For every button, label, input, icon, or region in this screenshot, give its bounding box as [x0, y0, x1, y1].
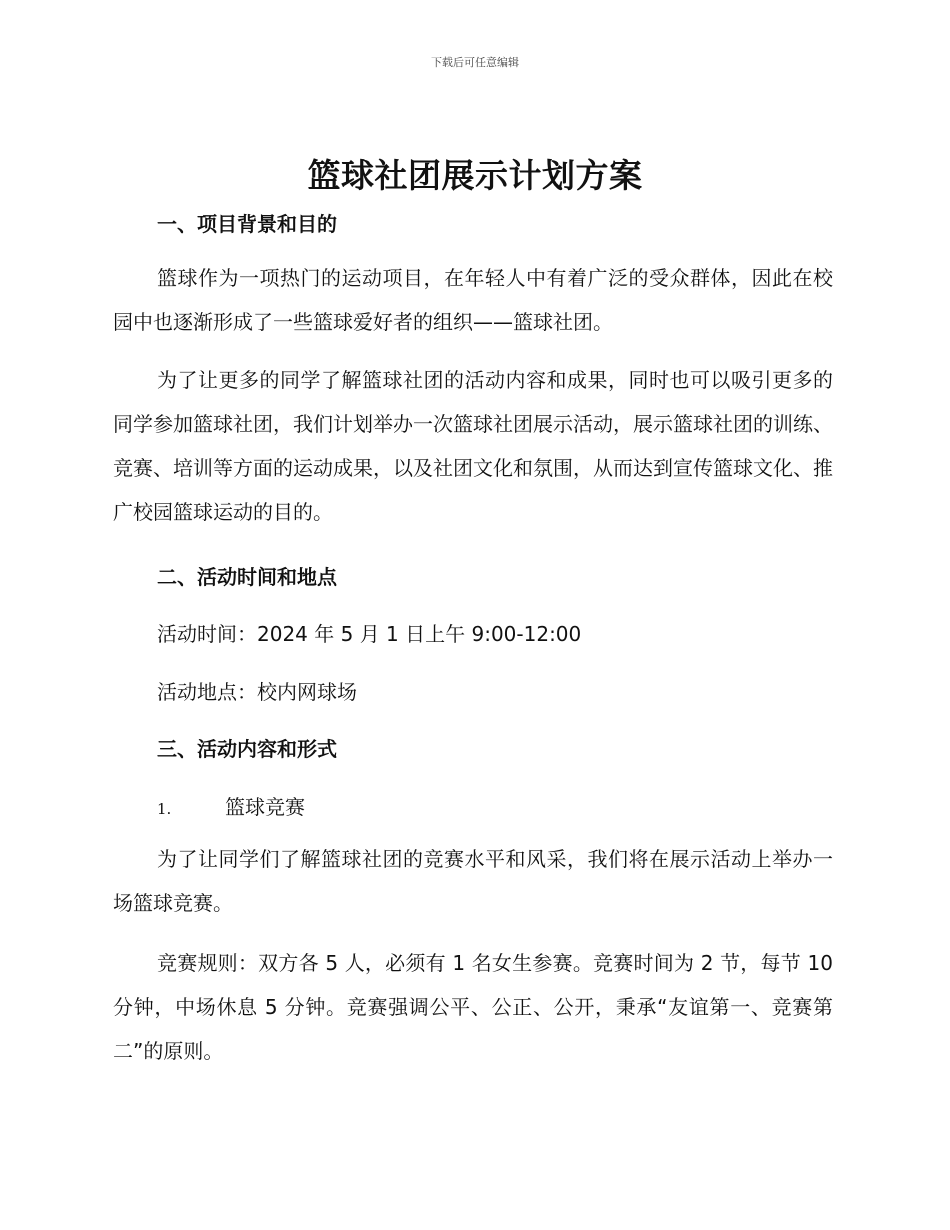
event-time: 活动时间：2024 年 5 月 1 日上午 9:00-12:00 — [157, 622, 582, 646]
header-note: 下载后可任意编辑 — [431, 56, 519, 69]
section-heading-content-format: 三、活动内容和形式 — [157, 737, 337, 761]
paragraph-match-rules: 竞赛规则：双方各 5 人，必须有 1 名女生参赛。竞赛时间为 2 节，每节 10 分钟，中场休息 5 分钟。竞赛强调公平、公正、公开，秉承“友谊第一、竞赛第二”的原则。 — [113, 951, 833, 1063]
paragraph-match-intro: 为了让同学们了解篮球社团的竞赛水平和风采，我们将在展示活动上举办一场篮球竞赛。 — [113, 847, 833, 915]
event-place: 活动地点：校内网球场 — [157, 680, 357, 704]
list-item-label: 篮球竞赛 — [225, 795, 305, 819]
document-title: 篮球社团展示计划方案 — [307, 156, 643, 195]
section-heading-time-place: 二、活动时间和地点 — [157, 565, 337, 589]
list-item-basketball-match — [157, 791, 305, 820]
paragraph-purpose: 为了让更多的同学了解篮球社团的活动内容和成果，同时也可以吸引更多的同学参加篮球社团，我们计划举办一次篮球社团展示活动，展示篮球社团的训练、竞赛、培训等方面的运动成果，以及社团文化和氛围，从而达到宣传篮球文化、推广校园篮球运动的目的。 — [113, 368, 833, 524]
list-item-number: 1. — [157, 800, 172, 818]
section-heading-background: 一、项目背景和目的 — [157, 212, 337, 236]
paragraph-background: 篮球作为一项热门的运动项目，在年轻人中有着广泛的受众群体，因此在校园中也逐渐形成了一些篮球爱好者的组织——篮球社团。 — [113, 266, 833, 334]
